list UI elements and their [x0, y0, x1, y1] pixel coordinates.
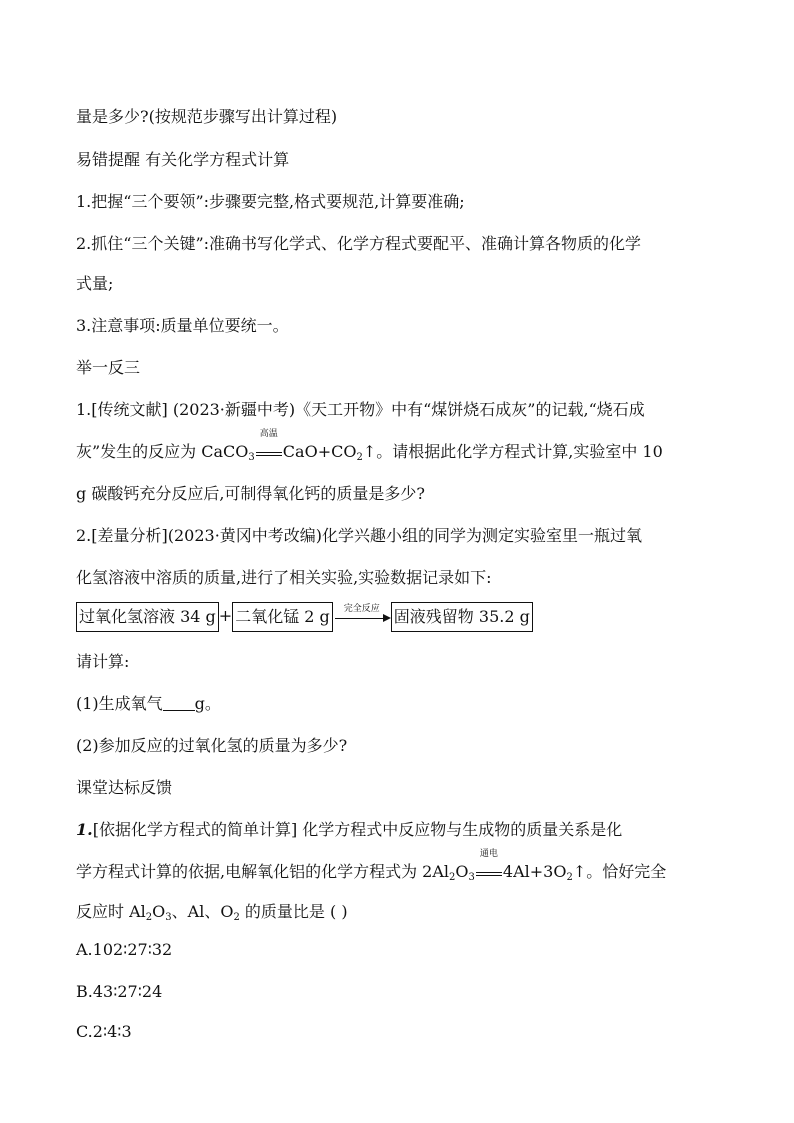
subscript: 2: [449, 872, 456, 883]
reaction-equals: [475, 849, 503, 884]
question-1-line-3: g 碳酸钙充分反应后,可制得氧化钙的质量是多少?: [76, 484, 425, 503]
subscript: 3: [165, 912, 172, 923]
reaction-equals: [255, 429, 283, 464]
box-residue: 固液残留物 35.2 g: [391, 602, 533, 632]
feedback-question-1-line-2: [76, 849, 734, 884]
subscript: 3: [468, 872, 475, 883]
question-2-line-1: 2.[差量分析](2023·黄冈中考改编)化学兴趣小组的同学为测定实验室里一瓶过氧: [76, 526, 643, 545]
arrow-label: 完全反应: [343, 603, 380, 614]
text-line: 请计算:: [76, 652, 130, 671]
option-c: C.2∶4∶3: [76, 1022, 132, 1041]
text-span: 4Al+3O: [502, 862, 567, 881]
subscript: 2: [145, 912, 153, 923]
sub-question-1: [76, 692, 734, 716]
text-span: [依据化学方程式的简单计算] 化学方程式中反应物与生成物的质量关系是化: [92, 820, 623, 839]
arrow-head-icon: [383, 614, 391, 622]
text-span: 、Al、O: [171, 902, 234, 921]
reaction-condition: 高温: [259, 429, 278, 439]
text-span: (1)生成氧气: [76, 694, 163, 713]
text-span: g。: [194, 694, 221, 713]
text-span: ↑。请根据此化学方程式计算,实验室中 10: [362, 442, 663, 461]
text-line: 3.注意事项:质量单位要统一。: [76, 316, 289, 335]
section-heading-practice: 举一反三: [76, 358, 141, 377]
section-heading-tips: 易错提醒 有关化学方程式计算: [76, 150, 290, 169]
section-heading-feedback: 课堂达标反馈: [76, 778, 173, 797]
feedback-question-1-line-3: [76, 900, 734, 924]
text-line: 量是多少?(按规范步骤写出计算过程): [76, 107, 338, 126]
text-line: 2.抓住“三个关键”:准确书写化学式、化学方程式要配平、准确计算各物质的化学: [76, 234, 642, 253]
subscript: 2: [356, 452, 363, 463]
text-span: CaO+CO: [282, 442, 357, 461]
text-span: O: [152, 902, 166, 921]
option-b: B.43∶27∶24: [76, 982, 163, 1001]
question-1-line-2: [76, 429, 734, 464]
feedback-question-1-line-1: [76, 818, 734, 842]
plus-sign: +: [218, 606, 233, 625]
reaction-arrow: [333, 603, 391, 631]
question-1-line-1: 1.[传统文献] (2023·新疆中考)《天工开物》中有“煤饼烧石成灰”的记载,“烧石成: [76, 400, 645, 419]
text-span: 的质量比是 ( ): [239, 902, 348, 921]
question-number: 1.: [76, 820, 93, 839]
subscript: 2: [566, 872, 573, 883]
box-manganese-dioxide: 二氧化锰 2 g: [232, 602, 333, 632]
text-span: 灰”发生的反应为 CaCO: [76, 442, 249, 461]
text-span: ↑。恰好完全: [572, 862, 667, 881]
subscript: 3: [248, 452, 255, 463]
experiment-flow: [76, 601, 734, 631]
text-span: 学方程式计算的依据,电解氧化铝的化学方程式为 2Al: [76, 862, 450, 881]
text-line: 式量;: [76, 274, 114, 293]
text-span: 反应时 Al: [76, 902, 146, 921]
text-span: O: [455, 862, 469, 881]
text-line: 1.把握“三个要领”:步骤要完整,格式要规范,计算要准确;: [76, 192, 465, 211]
box-hydrogen-peroxide: 过氧化氢溶液 34 g: [76, 602, 219, 632]
reaction-condition: 通电: [479, 849, 498, 859]
sub-question-2: (2)参加反应的过氧化氢的质量为多少?: [76, 736, 348, 755]
question-2-line-2: 化氢溶液中溶质的质量,进行了相关实验,实验数据记录如下:: [76, 568, 492, 587]
option-a: A.102∶27∶32: [76, 940, 173, 959]
subscript: 2: [233, 912, 240, 923]
answer-blank[interactable]: [163, 692, 195, 711]
